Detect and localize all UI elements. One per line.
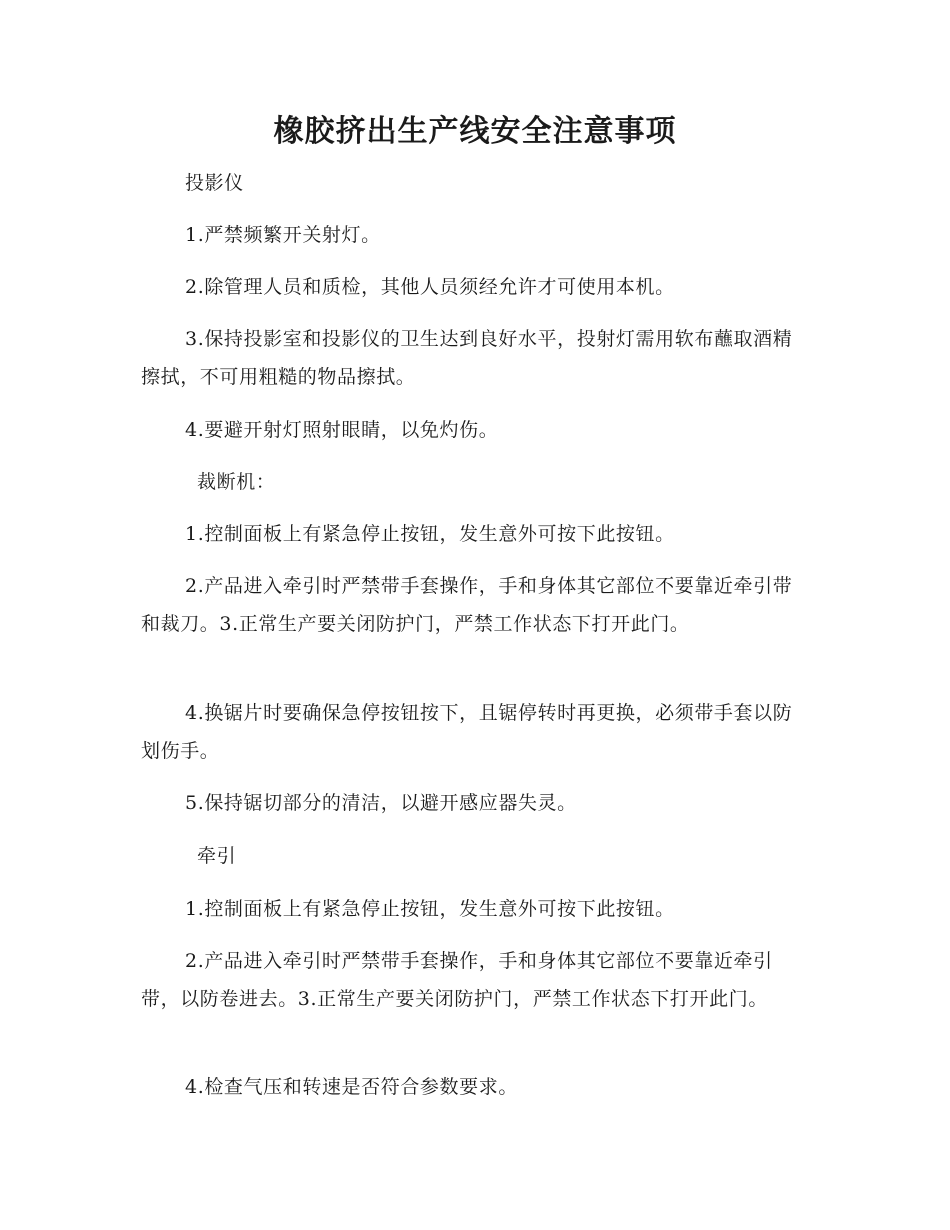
- section-heading-projector: 投影仪: [185, 172, 244, 194]
- paragraph: 1.严禁频繁开关射灯。: [185, 224, 381, 246]
- paragraph: 2.产品进入牵引时严禁带手套操作，手和身体其它部位不要靠近牵引带和裁刀。3.正常生产要关闭防护门，严禁工作状态下打开此门。: [141, 575, 793, 635]
- paragraph: 5.保持锯切部分的清洁，以避开感应器失灵。: [185, 792, 577, 814]
- paragraph: 1.控制面板上有紧急停止按钮，发生意外可按下此按钮。: [185, 523, 675, 545]
- paragraph: 2.产品进入牵引时严禁带手套操作，手和身体其它部位不要靠近牵引带，以防卷进去。3.正常生产要关闭防护门，严禁工作状态下打开此门。: [141, 950, 773, 1010]
- section-heading-cutter: 裁断机：: [197, 471, 276, 493]
- paragraph: 4.检查气压和转速是否符合参数要求。: [185, 1076, 518, 1098]
- paragraph: 3.保持投影室和投影仪的卫生达到良好水平，投射灯需用软布蘸取酒精擦拭，不可用粗糙的物品擦拭。: [141, 328, 793, 388]
- document-title: 橡胶挤出生产线安全注意事项: [273, 114, 677, 149]
- paragraph: 2.除管理人员和质检，其他人员须经允许才可使用本机。: [185, 276, 675, 298]
- paragraph: 1.控制面板上有紧急停止按钮，发生意外可按下此按钮。: [185, 898, 675, 920]
- paragraph: 4.换锯片时要确保急停按钮按下，且锯停转时再更换，必须带手套以防划伤手。: [141, 702, 793, 762]
- paragraph: 4.要避开射灯照射眼睛，以免灼伤。: [185, 419, 499, 441]
- section-heading-traction: 牵引: [197, 845, 237, 867]
